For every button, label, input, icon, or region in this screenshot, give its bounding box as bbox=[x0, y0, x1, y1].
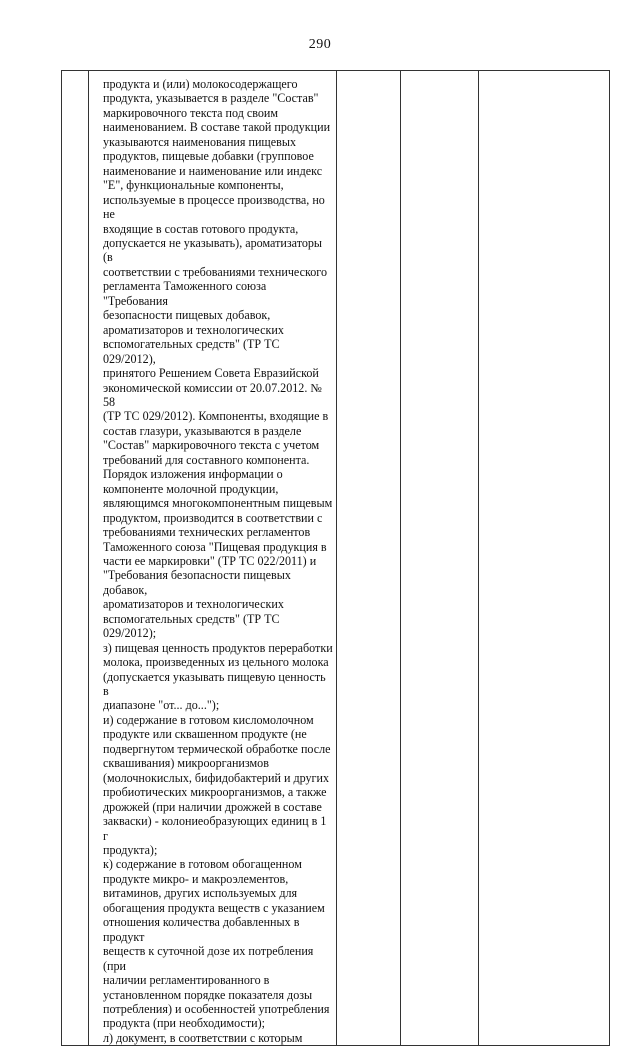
table-row bbox=[62, 71, 610, 1046]
table-cell-4 bbox=[401, 71, 479, 1046]
table-cell-3 bbox=[337, 71, 401, 1046]
requirement-text: продукта и (или) молокосодержащего продукта, указывается в разделе "Состав" маркировочного текста под своим наименованием. В составе такой продукции указываются наименования пищевых продуктов, пищевые добавки (групповое наименование и наименование или индекс "E", функциональные компоненты, используемые в процессе производства, но не входящие в состав готового продукта, допускается не указывать), ароматизаторы (в соответствии с требованиями технического регламента Таможенного союза "Требования безопасности пищевых добавок, ароматизаторов и технологических вспомогательных средств" (ТР ТС 029/2012), принятого Решением Совета Евразийской экономической комиссии от 20.07.2012. № 58 (ТР ТС 029/2012). Компоненты, входящие в состав глазури, указываются в разделе "Состав" маркировочного текста с учетом требований для составного компонента. Порядок изложения информации о компоненте молочной продукции, являющимся многокомпонентным пищевым продуктом, производится в соответствии с требованиями технических регламентов Таможенного союза "Пищевая продукция в части ее маркировки" (ТР ТС 022/2011) и "Требования безопасности пищевых добавок, ароматизаторов и технологических вспомогательных средств" (ТР ТС 029/2012); з) пищевая ценность продуктов переработки молока, произведенных из цельного молока (допускается указывать пищевую ценность в диапазоне "от... до..."); и) содержание в готовом кисломолочном продукте или сквашенном продукте (не подвергнутом термической обработке после сквашивания) микроорганизмов (молочнокислых, бифидобактерий и других пробиотических микроорганизмов, а также дрожжей (при наличии дрожжей в составе закваски) - колониеобразующих единиц в 1 г продукта); к) содержание в готовом обогащенном продукте микро- и макроэлементов, витаминов, других используемых для обогащения продукта веществ с указанием отношения количества добавленных в продукт веществ к суточной дозе их потребления (при наличии регламентированного в установленном порядке показателя дозы потребления) и особенностей употребления продукта (при необходимости); л) документ, в соответствии с которым bbox=[103, 77, 333, 1045]
page-number: 290 bbox=[308, 37, 332, 52]
table-cell-5 bbox=[479, 71, 610, 1046]
table-cell-number bbox=[62, 71, 89, 1046]
regulation-table bbox=[61, 70, 610, 1046]
table-cell-requirement bbox=[89, 71, 337, 1046]
